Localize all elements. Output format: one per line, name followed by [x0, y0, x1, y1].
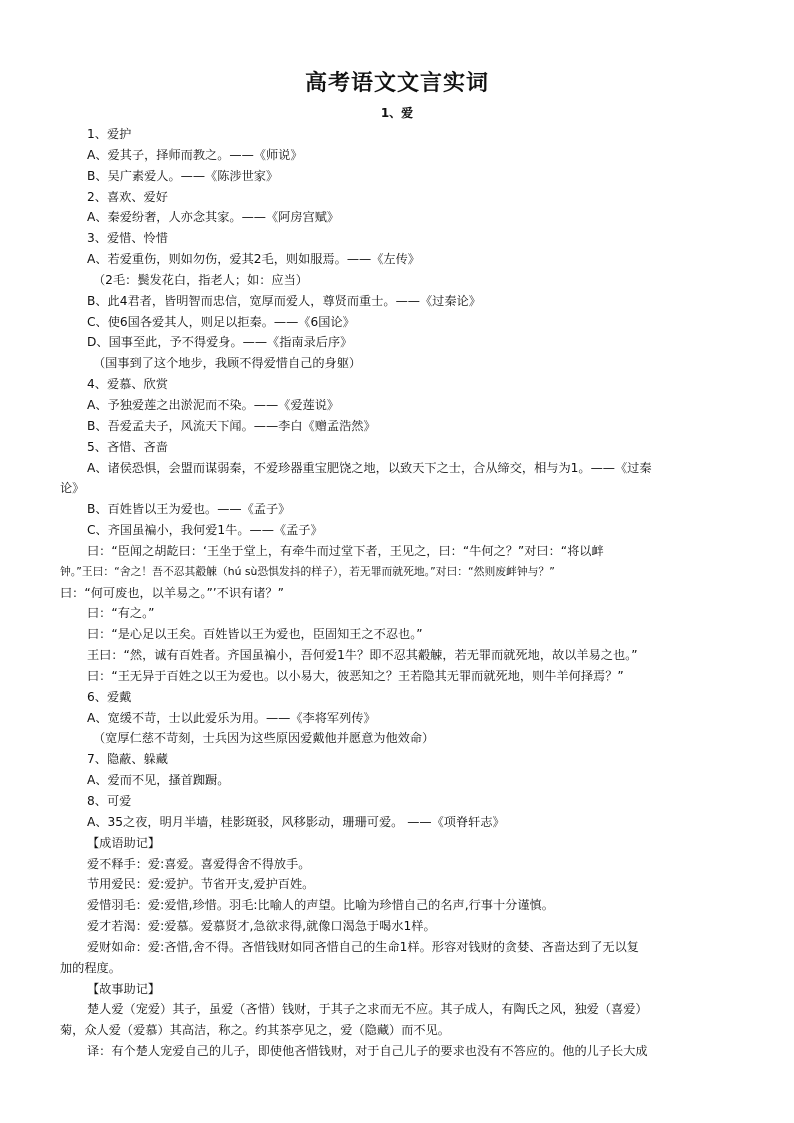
text-line: 爱惜羽毛：爱:爱惜,珍惜。羽毛:比喻人的声望。比喻为珍惜自己的名声,行事十分谨慎。 — [87, 898, 554, 913]
text-line: 楚人爱（宠爱）其子，虽爱（吝惜）钱财，于其子之求而无不应。其子成人，有陶氏之风，独爱（喜爱） — [87, 1002, 648, 1017]
text-line: A、35之夜，明月半墙，桂影斑驳，风移影动，珊珊可爱。 ——《项脊轩志》 — [87, 814, 505, 829]
text-line: 4、爱慕、欣赏 — [87, 377, 168, 392]
text-line: （宽厚仁慈不苛刻，士兵因为这些原因爱戴他并愿意为他效命） — [93, 731, 435, 746]
text-line: 6、爱戴 — [87, 689, 132, 704]
text-line: C、使6国各爱其人，则足以拒秦。——《6国论》 — [87, 314, 355, 329]
text-line: A、宽缓不苛，士以此爱乐为用。——《李将军列传》 — [87, 710, 376, 725]
text-line: 8、可爱 — [87, 794, 132, 808]
text-line: C、齐国虽褊小，我何爱1牛。——《孟子》 — [87, 523, 323, 538]
text-line: 5、吝惜、吝啬 — [87, 439, 168, 454]
document-body — [60, 124, 744, 1062]
text-line: B、此4君者，皆明智而忠信，宽厚而爱人，尊贤而重士。——《过秦论》 — [87, 293, 481, 308]
text-line: 论》 — [60, 481, 85, 496]
text-line: B、吴广素爱人。——《陈涉世家》 — [87, 168, 279, 183]
text-line: 爱财如命：爱:吝惜,舍不得。吝惜钱财如同吝惜自己的生命1样。形容对钱财的贪婪、吝啬达到了无以复 — [87, 939, 639, 954]
text-line: B、吾爱孟夫子，风流天下闻。——李白《赠孟浩然》 — [87, 418, 376, 433]
text-line: 曰：“是心足以王矣。百姓皆以王为爱也，臣固知王之不忍也。” — [87, 627, 423, 642]
text-line: A、爱其子，择师而教之。——《师说》 — [87, 147, 303, 162]
text-line: A、秦爱纷奢，人亦念其家。——《阿房宫赋》 — [87, 210, 340, 225]
text-line: A、予独爱莲之出淤泥而不染。——《爱莲说》 — [87, 397, 340, 412]
text-line: 2、喜欢、爱好 — [87, 189, 168, 204]
text-line: A、爱而不见，搔首踟蹰。 — [87, 773, 230, 788]
page-title: 高考语文文言实词 — [304, 71, 489, 96]
section-heading: 1、爱 — [380, 106, 414, 120]
text-line: A、诸侯恐惧，会盟而谋弱秦，不爱珍器重宝肥饶之地，以致天下之士，合从缔交，相与为1。——《过秦 — [87, 460, 652, 475]
text-line: （2毛：鬓发花白，指老人；如：应当） — [93, 272, 308, 287]
text-line: 曰：“有之。” — [87, 606, 155, 621]
text-line: 加的程度。 — [60, 960, 121, 975]
text-line: 1、爱护 — [87, 127, 132, 141]
text-line: 菊，众人爱（爱慕）其高洁，称之。约其茶亭见之，爱（隐藏）而不见。 — [60, 1023, 450, 1038]
text-line: 爱不释手：爱:喜爱。喜爱得舍不得放手。 — [87, 856, 311, 871]
text-line: A、若爱重伤，则如勿伤，爱其2毛，则如服焉。——《左传》 — [87, 252, 420, 267]
text-line: 【故事助记】 — [87, 981, 161, 996]
text-line: 3、爱惜、怜惜 — [87, 231, 168, 246]
text-line: 译：有个楚人宠爱自己的儿子，即使他吝惜钱财，对于自己儿子的要求也没有不答应的。他的儿子长大成 — [87, 1044, 648, 1059]
text-line: 钟。”王曰：“舍之！吾不忍其觳觫（hú sù恐惧发抖的样子），若无罪而就死地。”对曰：“然则废衅钟与？” — [60, 564, 555, 578]
text-line: 曰：“臣闻之胡龁曰：‘王坐于堂上，有牵牛而过堂下者，王见之，曰：“牛何之？”对曰：“将以衅 — [87, 543, 604, 558]
text-line: 爱才若渴：爱:爱慕。爱慕贤才,急欲求得,就像口渴急于喝水1样。 — [87, 919, 436, 934]
text-line: 曰：“何可废也，以羊易之。”’不识有诸？” — [60, 585, 284, 600]
text-line: （国事到了这个地步，我顾不得爱惜自己的身躯） — [93, 356, 362, 371]
text-line: B、百姓皆以王为爱也。——《孟子》 — [87, 502, 291, 517]
text-line: D、国事至此，予不得爱身。——《指南录后序》 — [87, 335, 353, 350]
text-line: 7、隐蔽、躲藏 — [87, 752, 168, 767]
text-line: 王曰：“然，诚有百姓者。齐国虽褊小，吾何爱1牛？即不忍其觳觫，若无罪而就死地，故以羊易之也。” — [87, 648, 638, 663]
text-line: 【成语助记】 — [87, 835, 161, 850]
text-line: 曰：“王无异于百姓之以王为爱也。以小易大，彼恶知之？王若隐其无罪而就死地，则牛羊何择焉？” — [87, 668, 624, 683]
text-line: 节用爱民：爱:爱护。节省开支,爱护百姓。 — [87, 877, 315, 892]
